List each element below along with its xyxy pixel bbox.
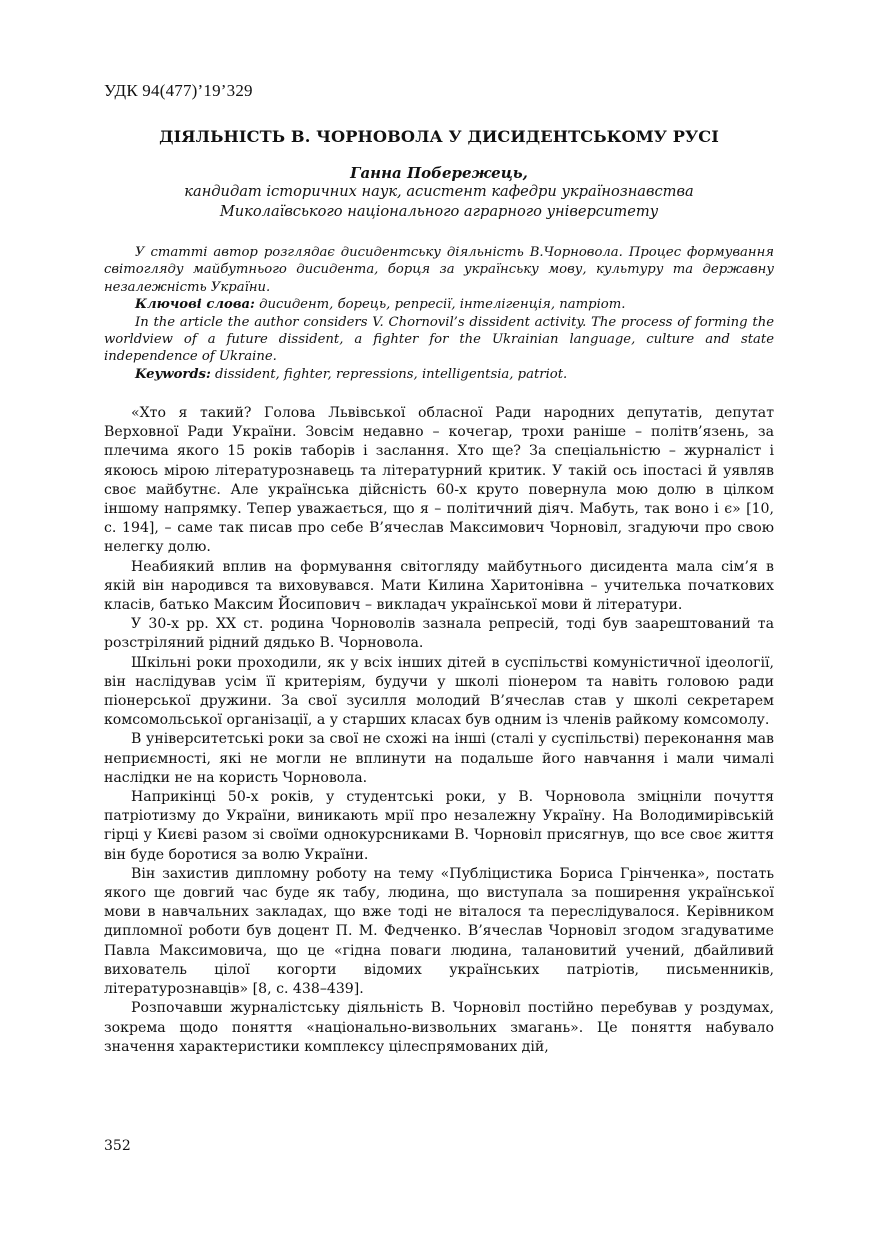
abstract-english: In the article the author considers V. Chornovil’s dissident activity. The process of forming the worldview of a future dissident, a fighter for the Ukrainian language, culture and state independence of Ukraine.	[104, 314, 774, 365]
article-title: ДІЯЛЬНІСТЬ В. ЧОРНОВОЛА У ДИСИДЕНТСЬКОМУ РУСІ	[159, 127, 719, 146]
body-paragraph: Шкільні роки проходили, як у всіх інших дітей в суспільстві комуністичної ідеології, він наслідував усім її критеріям, будучи у школі піонером та навіть головою ради піонерської дружини. За свої зусилля молодий В’ячеслав став у школі секретарем комсомольської організації, а у старших класах був одним із членів райкому комсомолу.	[104, 654, 774, 729]
author-name: Ганна Побережець,	[350, 164, 528, 182]
keywords-ukrainian-list: дисидент, борець, репресії, інтелігенція, патріот.	[254, 297, 626, 313]
author-affiliation-line2: Миколаївського національного аграрного університету	[219, 203, 659, 220]
body-paragraph: У 30-х рр. ХХ ст. родина Чорноволів зазнала репресій, тоді був заарештований та розстріляний рідний дядько В. Чорновола.	[104, 616, 774, 652]
author-affiliation-line1: кандидат історичних наук, асистент кафедри українознавства	[184, 183, 694, 200]
body-paragraph: Наприкінці 50-х років, у студентські роки, у В. Чорновола зміцніли почуття патріотизму до України, виникають мрії про незалежну Україну. На Володимирівській гірці у Києві разом зі своїми однокурсниками В. Чорновіл присягнув, що все своє життя він буде боротися за волю України.	[104, 789, 774, 863]
abstract-ukrainian: У статті автор розглядає дисидентську діяльність В.Чорновола. Процес формування світогляду майбутнього дисидента, борця за українську мову, культуру та державну незалежність України.	[104, 245, 774, 295]
page-number: 352	[104, 1138, 131, 1154]
keywords-ukrainian	[104, 296, 774, 313]
body-paragraph: Він захистив дипломну роботу на тему «Публіцистика Бориса Грінченка», постать якого ще довгий час буде як табу, людина, що виступала за поширення української мови в навчальних закладах, що вже тоді не віталося та переслідувалося. Керівником дипломної роботи був доцент П. М. Федченко. В’ячеслав Чорновіл згодом згадуватиме Павла Максимовича, що це «гідна поваги людина, талановитий учений, дбайливий вихователь цілої когорти відомих українських патріотів, письменників, літературознавців» [8, с. 438–439].	[104, 865, 774, 998]
body-paragraph: Розпочавши журналістську діяльність В. Чорновіл постійно перебував у роздумах, зокрема щодо поняття «національно-визвольних змагань». Це поняття набувало значення характеристики комплексу цілеспрямованих дій,	[104, 1000, 774, 1055]
keywords-english	[104, 366, 774, 383]
keywords-ukrainian-label: Ключові слова:	[135, 297, 255, 313]
keywords-english-label: Keywords:	[135, 366, 211, 382]
udk-code: УДК 94(477)’19’329	[104, 81, 253, 100]
keywords-english-list: dissident, fighter, repressions, intelligentsia, patriot.	[210, 366, 568, 382]
body-paragraph: Неабиякий вплив на формування світогляду майбутнього дисидента мала сім’я в якій він народився та виховувався. Мати Килина Харитонівна – учителька початкових класів, батько Максим Йосипович – викладач української мови й літератури.	[104, 558, 774, 614]
body-paragraph: В університетські роки за свої не схожі на інші (сталі у суспільстві) переконання мав неприємності, які не могли не вплинути на подальше його навчання і мали чималі наслідки не на користь Чорновола.	[104, 731, 774, 786]
article-body	[104, 404, 774, 1057]
body-paragraph: «Хто я такий? Голова Львівської обласної Ради народних депутатів, депутат Верховної Ради України. Зовсім недавно – кочегар, трохи раніше – політв’язень, за плечима якого 15 років таборів і заслання. Хто ще? За спеціальністю – журналіст і якоюсь мірою літературознавець та літературний критик. У такій ось іпостасі й уявляв своє майбутнє. Але українська дійсність 60-х круто повернула мою долю в цілком іншому напрямку. Тепер уважається, що я – політичний діяч. Мабуть, так воно і є» [10, с. 194], – саме так писав про себе В’ячеслав Максимович Чорновіл, згадуючи про свою нелегку долю.	[104, 405, 774, 556]
abstract-block	[104, 244, 774, 383]
